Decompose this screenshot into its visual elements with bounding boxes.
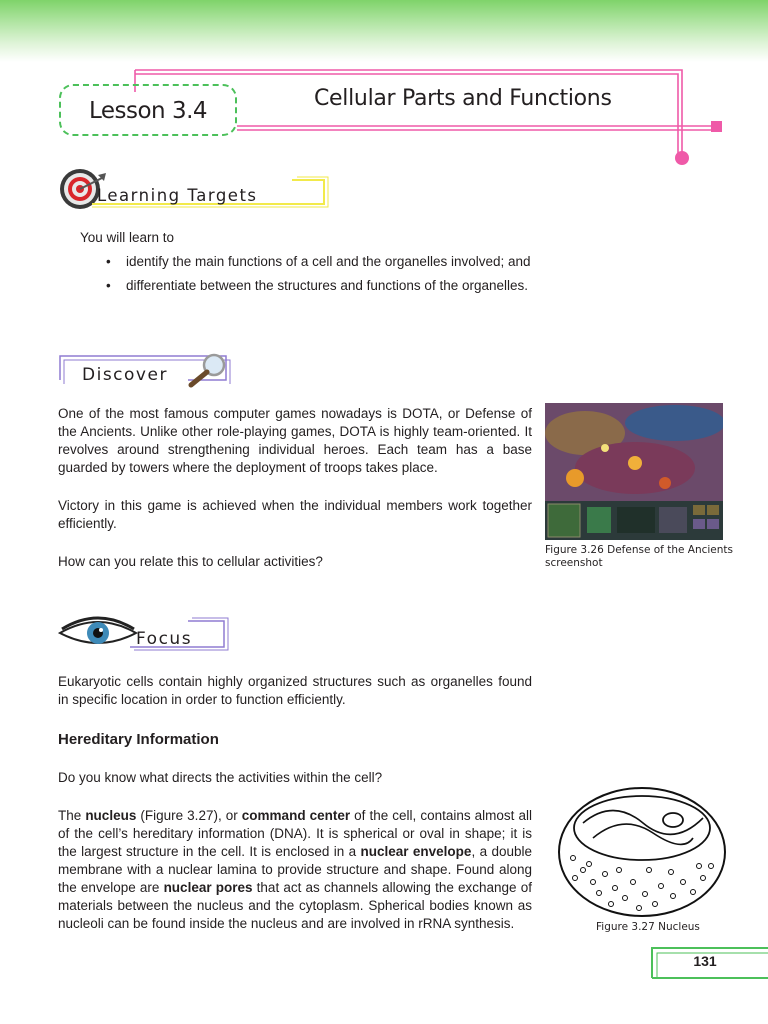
nucleus-illustration xyxy=(553,778,731,920)
focus-heading: Focus xyxy=(136,629,193,649)
discover-question: How can you relate this to cellular activities? xyxy=(58,554,323,569)
page-title: Cellular Parts and Functions xyxy=(314,86,612,111)
nucleus-paragraph: The nucleus (Figure 3.27), or command center of the cell, contains almost all of the cell’s hereditary information (DNA). It is spherical or oval in shape; it is the largest structure in the cell. It is enclosed in a nuclear envelope, a double membrane with a nuclear lamina to provide structure and shape. Found along the envelope are nuclear pores that act as channels allowing the exchange of materials between the nucleus and the cytoplasm. Spherical bodies known as nucleoli can be found inside the nucleus and are involved in rRNA synthesis. xyxy=(58,808,532,931)
figure-caption-3-27: Figure 3.27 Nucleus xyxy=(596,921,700,933)
lesson-label: Lesson 3.4 xyxy=(88,98,208,124)
hereditary-information-heading: Hereditary Information xyxy=(58,731,219,748)
discover-paragraph-2: Victory in this game is achieved when the individual members work together efficiently. xyxy=(58,498,532,531)
dota-screenshot-figure xyxy=(545,403,723,540)
discover-heading: Discover xyxy=(82,365,168,385)
focus-intro: Eukaryotic cells contain highly organized structures such as organelles found in specific location in order to function efficiently. xyxy=(58,674,532,707)
focus-question: Do you know what directs the activities within the cell? xyxy=(58,770,383,785)
learning-targets-list xyxy=(104,253,564,301)
magnifier-icon xyxy=(186,352,230,388)
page-number: 131 xyxy=(693,953,717,969)
list-item: • differentiate between the structures and functions of the organelles. xyxy=(104,277,564,295)
learning-targets-heading: Learning Targets xyxy=(97,186,258,205)
discover-paragraph-1: One of the most famous computer games nowadays is DOTA, or Defense of the Ancients. Unlike other role-playing games, DOTA is highly team-oriented. It revolves around strengthening individual heroes. Each team has a base guarded by towers where the deployment of troops takes place. xyxy=(58,406,532,475)
learning-targets-intro: You will learn to xyxy=(80,230,175,245)
list-item: • identify the main functions of a cell and the organelles involved; and xyxy=(104,253,564,271)
eye-icon xyxy=(58,615,138,651)
figure-caption-3-26: Figure 3.26 Defense of the Ancients screenshot xyxy=(545,544,733,569)
